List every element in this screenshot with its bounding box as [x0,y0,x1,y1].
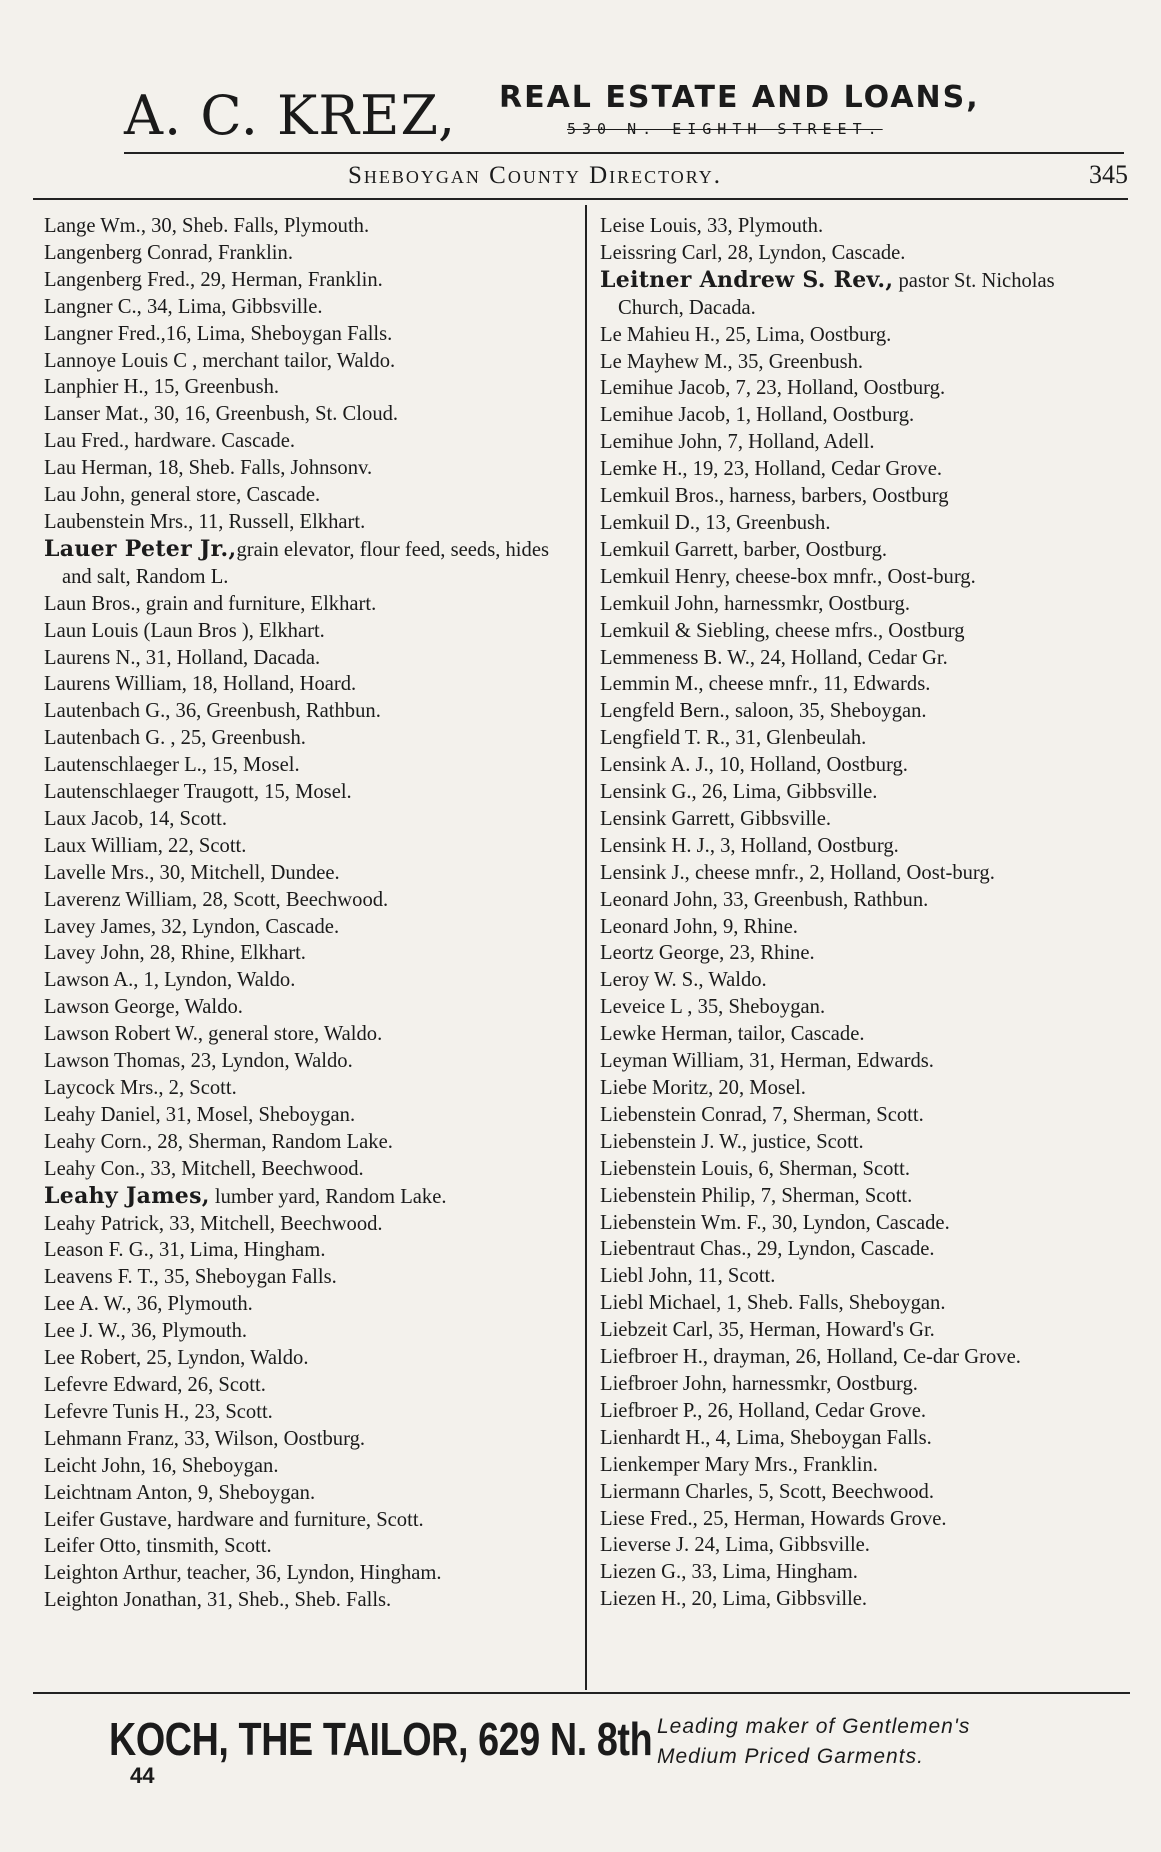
directory-entry-bold-name: Leitner Andrew S. Rev., [600,266,894,293]
footer-advertiser-name: KOCH, THE TAILOR, 629 N. 8th [109,1713,653,1765]
directory-entry: Lengfeld Bern., saloon, 35, Sheboygan. [600,700,927,723]
directory-entry: Lehmann Franz, 33, Wilson, Oostburg. [44,1427,366,1450]
directory-entry: Laurens William, 18, Holland, Hoard. [44,673,357,696]
directory-entry: Langner C., 34, Lima, Gibbsville. [44,295,323,318]
directory-entry: Laux Jacob, 14, Scott. [44,807,228,830]
directory-entry-details: lumber yard, Random Lake. [209,1185,447,1208]
directory-entry: Lengfield T. R., 31, Glenbeulah. [600,727,867,750]
directory-entry: Lanphier H., 15, Greenbush. [44,376,280,399]
directory-entry: Lensink A. J., 10, Holland, Oostburg. [600,754,908,777]
directory-entry: Leahy Corn., 28, Sherman, Random Lake. [44,1130,393,1153]
directory-entry: Liezen H., 20, Lima, Gibbsville. [600,1588,868,1611]
directory-entry: Lieverse J. 24, Lima, Gibbsville. [600,1534,870,1557]
directory-entry: Lemkuil D., 13, Greenbush. [600,511,831,534]
directory-entry-details: grain elevator, flour feed, seeds, hides and salt, Random L. [62,538,549,588]
directory-entry: Leortz George, 23, Rhine. [600,942,815,965]
column-divider [585,205,587,1690]
directory-entry: Langenberg Fred., 29, Herman, Franklin. [44,268,383,291]
directory-entry: Lee Robert, 25, Lyndon, Waldo. [44,1347,309,1370]
directory-entry: Le Mahieu H., 25, Lima, Oostburg. [600,323,892,346]
directory-entry: Laubenstein Mrs., 11, Russell, Elkhart. [44,510,366,533]
directory-entry: Lautenschlaeger L., 15, Mosel. [44,754,300,777]
directory-entry: Liebenstein Conrad, 7, Sherman, Scott. [600,1103,924,1126]
directory-entry: Langner Fred.,16, Lima, Sheboygan Falls. [44,322,393,345]
directory-entry: Liebl John, 11, Scott. [600,1265,776,1288]
directory-entry: Lau John, general store, Cascade. [44,484,321,507]
directory-entry: Laux William, 22, Scott. [44,834,247,857]
directory-entry: Lautenbach G. , 25, Greenbush. [44,727,306,750]
running-head-title: Sheboygan County Directory. [348,162,723,189]
directory-entry: Lannoye Louis C , merchant tailor, Waldo. [44,349,396,372]
directory-entry: Lawson Thomas, 23, Lyndon, Waldo. [44,1050,353,1073]
directory-entry: Lau Herman, 18, Sheb. Falls, Johnsonv. [44,457,373,480]
directory-entry: Liebl Michael, 1, Sheb. Falls, Sheboygan. [600,1292,946,1315]
directory-entry: Lautenbach G., 36, Greenbush, Rathbun. [44,700,381,723]
directory-entry: Liebenstein Philip, 7, Sherman, Scott. [600,1184,913,1207]
footer-tagline-line2: Medium Priced Garments. [657,1745,924,1768]
directory-entry: Lemke H., 19, 23, Holland, Cedar Grove. [600,458,942,481]
directory-entry: Leyman William, 31, Herman, Edwards. [600,1050,934,1073]
directory-entry: Leifer Gustave, hardware and furniture, Scott. [44,1508,424,1531]
directory-entry: Lemkuil & Siebling, cheese mfrs., Oostburg [600,619,965,642]
directory-entry: Lemihue John, 7, Holland, Adell. [600,431,875,454]
directory-entry [44,536,574,591]
directory-entry: Laun Louis (Laun Bros ), Elkhart. [44,619,325,642]
directory-entry: Lemkuil Bros., harness, barbers, Oostburg [600,485,949,508]
directory-entry: Lavelle Mrs., 30, Mitchell, Dundee. [44,861,340,884]
directory-entry: Leifer Otto, tinsmith, Scott. [44,1535,272,1558]
directory-entry: Laurens N., 31, Holland, Dacada. [44,646,321,669]
directory-entry: Liese Fred., 25, Herman, Howards Grove. [600,1507,947,1530]
directory-entry [44,1183,574,1211]
directory-entry: Lee J. W., 36, Plymouth. [44,1320,248,1343]
directory-entry: Lemmeness B. W., 24, Holland, Cedar Gr. [600,646,948,669]
directory-entry: Lewke Herman, tailor, Cascade. [600,1023,865,1046]
directory-entry: Liefbroer John, harnessmkr, Oostburg. [600,1372,918,1395]
directory-entry: Liefbroer H., drayman, 26, Holland, Ce-dar Grove. [600,1346,1021,1369]
header-rule-bottom [33,198,1128,200]
directory-entry: Le Mayhew M., 35, Greenbush. [600,350,864,373]
directory-entry: Liebenstein Wm. F., 30, Lyndon, Cascade. [600,1211,950,1234]
directory-entry: Leroy W. S., Waldo. [600,969,767,992]
folio-number: 44 [130,1763,155,1788]
directory-entry: Liebenstein J. W., justice, Scott. [600,1130,864,1153]
header-advertisement [124,80,1054,152]
directory-entry: Leonard John, 9, Rhine. [600,915,798,938]
directory-entry: Lau Fred., hardware. Cascade. [44,430,296,453]
directory-entry: Lange Wm., 30, Sheb. Falls, Plymouth. [44,215,370,237]
advertiser-address: 530 N. EIGHTH STREET. [567,120,883,138]
directory-entry: Langenberg Conrad, Franklin. [44,241,293,264]
directory-entry: Lanser Mat., 30, 16, Greenbush, St. Cloud. [44,403,399,426]
directory-entry: Lemihue Jacob, 7, 23, Holland, Oostburg. [600,377,946,400]
directory-entry [600,267,1120,322]
directory-entry: Lensink G., 26, Lima, Gibbsville. [600,781,878,804]
directory-entry: Lemkuil Henry, cheese-box mnfr., Oost-burg. [600,565,976,588]
directory-entry: Leahy Con., 33, Mitchell, Beechwood. [44,1157,364,1180]
directory-entry: Leonard John, 33, Greenbush, Rathbun. [600,888,929,911]
directory-entry: Liebzeit Carl, 35, Herman, Howard's Gr. [600,1319,935,1342]
directory-entry: Lefevre Edward, 26, Scott. [44,1373,266,1396]
header-rule-top [124,152,1124,154]
directory-entry: Leason F. G., 31, Lima, Hingham. [44,1239,326,1262]
directory-entry-bold-name: Lauer Peter Jr., [44,535,237,562]
directory-entry: Lienhardt H., 4, Lima, Sheboygan Falls. [600,1426,932,1449]
directory-entry: Laycock Mrs., 2, Scott. [44,1077,237,1099]
directory-entry: Lienkemper Mary Mrs., Franklin. [600,1453,878,1476]
directory-entry: Leichtnam Anton, 9, Sheboygan. [44,1481,316,1504]
directory-entry: Leahy Patrick, 33, Mitchell, Beechwood. [44,1212,383,1235]
directory-entry: Lemkuil John, harnessmkr, Oostburg. [600,592,910,615]
directory-entry: Lemkuil Garrett, barber, Oostburg. [600,538,888,561]
directory-entry: Lemmin M., cheese mnfr., 11, Edwards. [600,673,931,696]
directory-entry: Lavey John, 28, Rhine, Elkhart. [44,942,306,965]
footer-tagline-line1: Leading maker of Gentlemen's [657,1715,971,1738]
directory-entry: Leissring Carl, 28, Lyndon, Cascade. [600,241,906,264]
directory-entry: Lefevre Tunis H., 23, Scott. [44,1400,273,1423]
directory-column-right [600,213,1120,1613]
directory-entry: Lee A. W., 36, Plymouth. [44,1293,253,1316]
directory-entry: Leveice L , 35, Sheboygan. [600,996,826,1019]
directory-entry: Lensink H. J., 3, Holland, Oostburg. [600,834,899,857]
directory-entry-bold-name: Leahy James, [44,1182,210,1209]
directory-entry: Lawson Robert W., general store, Waldo. [44,1023,383,1046]
directory-entry: Leise Louis, 33, Plymouth. [600,215,824,237]
directory-entry: Liefbroer P., 26, Holland, Cedar Grove. [600,1399,926,1422]
directory-entry: Liebentraut Chas., 29, Lyndon, Cascade. [600,1238,935,1261]
advertiser-name: A. C. KREZ, [124,84,457,147]
footer-advertisement [109,1712,1069,1782]
directory-entry: Leahy Daniel, 31, Mosel, Sheboygan. [44,1103,356,1126]
footer-rule [33,1692,1130,1694]
directory-entry: Lavey James, 32, Lyndon, Cascade. [44,915,340,938]
directory-entry: Liebe Moritz, 20, Mosel. [600,1077,806,1099]
directory-entry: Leighton Jonathan, 31, Sheb., Sheb. Falls. [44,1589,392,1612]
advertiser-tagline: REAL ESTATE AND LOANS, [499,80,980,115]
directory-entry: Lemihue Jacob, 1, Holland, Oostburg. [600,404,915,427]
directory-entry: Lautenschlaeger Traugott, 15, Mosel. [44,781,352,804]
page-number: 345 [1089,160,1128,189]
directory-column-left [44,213,574,1614]
directory-entry: Laun Bros., grain and furniture, Elkhart. [44,592,377,615]
directory-entry: Lensink J., cheese mnfr., 2, Holland, Oost-burg. [600,861,995,884]
directory-entry: Lensink Garrett, Gibbsville. [600,807,832,830]
directory-entry: Liermann Charles, 5, Scott, Beechwood. [600,1480,934,1503]
directory-entry: Lawson A., 1, Lyndon, Waldo. [44,969,296,992]
directory-entry-details: pastor St. Nicholas Church, Dacada. [618,269,1055,319]
directory-entry: Liebenstein Louis, 6, Sherman, Scott. [600,1157,911,1180]
directory-entry: Lawson George, Waldo. [44,996,243,1019]
directory-entry: Leavens F. T., 35, Sheboygan Falls. [44,1266,337,1289]
directory-entry: Leicht John, 16, Sheboygan. [44,1454,279,1477]
directory-entry: Liezen G., 33, Lima, Hingham. [600,1561,858,1584]
directory-entry: Laverenz William, 28, Scott, Beechwood. [44,888,389,911]
footer-advertiser-tagline [657,1712,970,1772]
directory-entry: Leighton Arthur, teacher, 36, Lyndon, Hingham. [44,1562,442,1585]
